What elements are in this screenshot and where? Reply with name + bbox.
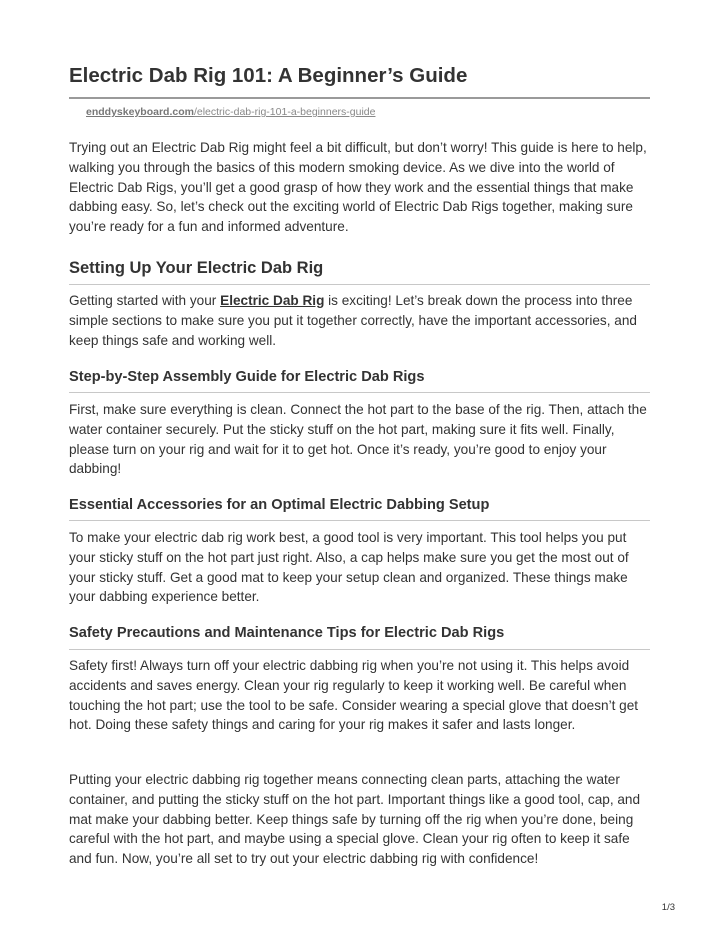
electric-dab-rig-link[interactable]: Electric Dab Rig (220, 293, 325, 308)
subsection-divider (69, 392, 650, 393)
accessories-paragraph: To make your electric dab rig work best, a good tool is very important. This tool helps you put your sticky stuff on the hot part just right. Also, a cap helps make sure you get the most out of your sticky stuff. Get a good mat to keep your setup clean and organized. These things make your dabbing experience better. (69, 530, 629, 605)
section-divider (69, 284, 650, 285)
section-intro-text-before: Getting started with your (69, 293, 221, 308)
subsection-heading-safety: Safety Precautions and Maintenance Tips for Electric Dab Rigs (69, 625, 505, 641)
section-heading-setup: Setting Up Your Electric Dab Rig (69, 259, 324, 277)
page-number: 1/3 (661, 902, 675, 913)
subsection-heading-assembly: Step-by-Step Assembly Guide for Electric Dab Rigs (69, 369, 425, 385)
subsection-heading-accessories: Essential Accessories for an Optimal Electric Dabbing Setup (69, 497, 490, 513)
conclusion-paragraph: Putting your electric dabbing rig together means connecting clean parts, attaching the water container, and putting the sticky stuff on the hot part. Important things like a good tool, cap, and mat make your dabbing better. Keep things safe by turning off the rig when you’re done, being careful with the hot part, and maybe using a special glove. Clean your rig often to keep it safe and fun. Now, you’re all set to try out your electric dabbing rig with confidence! (69, 772, 641, 867)
title-divider (69, 97, 650, 99)
source-domain-link[interactable]: enddyskeyboard.com (86, 106, 194, 118)
source-path-link[interactable]: /electric-dab-rig-101-a-beginners-guide (193, 106, 376, 118)
source-url[interactable] (86, 106, 375, 118)
subsection-divider (69, 520, 650, 521)
assembly-paragraph: First, make sure everything is clean. Connect the hot part to the base of the rig. Then, attach the water container securely. Put the sticky stuff on the hot part, making sure it fits well. Finally, please turn on your rig and wait for it to get hot. Once it’s ready, you’re good to enjoy your dabbing! (69, 402, 647, 477)
intro-paragraph: Trying out an Electric Dab Rig might feel a bit difficult, but don’t worry! This guide is here to help, walking you through the basics of this modern smoking device. As we dive into the world of Electric Dab Rigs, you’ll get a good grasp of how they work and the essential things that make dabbing easy. So, let’s check out the exciting world of Electric Dab Rigs together, making sure you’re ready for a fun and informed adventure. (69, 140, 647, 235)
safety-paragraph: Safety first! Always turn off your electric dabbing rig when you’re not using it. This helps avoid accidents and saves energy. Clean your rig regularly to keep it working well. Be careful when touching the hot part; use the tool to be safe. Consider wearing a special glove that doesn’t get hot. Doing these safety things and caring for your rig makes it safer and lasts longer. (69, 658, 639, 733)
section-intro-paragraph (69, 291, 651, 350)
subsection-divider (69, 649, 650, 650)
section-intro-text-after: is exciting! Let’s break down the process into three simple sections to make sure you put it together correctly, have the important accessories, and keep things safe and working well. (69, 293, 637, 348)
page-title: Electric Dab Rig 101: A Beginner’s Guide (69, 64, 468, 87)
